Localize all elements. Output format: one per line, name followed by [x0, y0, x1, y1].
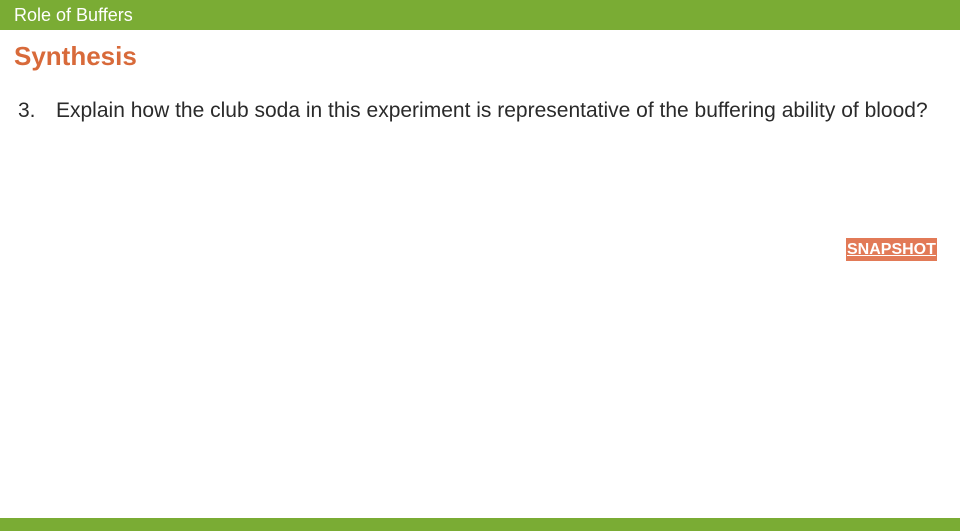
header-title: Role of Buffers [14, 5, 133, 25]
footer-bar [0, 518, 960, 531]
header-bar [0, 0, 960, 30]
question-item [18, 95, 938, 126]
section-title: Synthesis [14, 41, 137, 71]
question-number: 3. [18, 99, 36, 122]
snapshot-link[interactable]: SNAPSHOT [846, 238, 937, 261]
question-text: Explain how the club soda in this experiment is representative of the buffering ability of blood? [56, 99, 928, 122]
